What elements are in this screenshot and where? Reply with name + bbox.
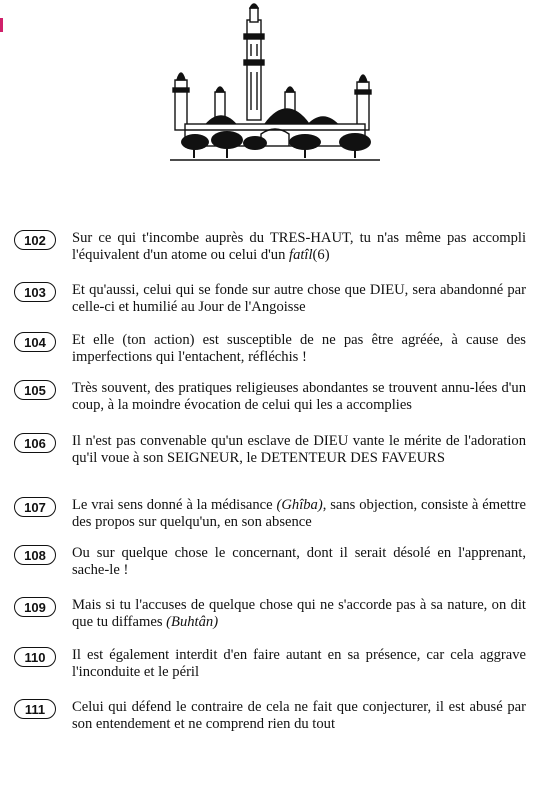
verse-list: [14, 230, 526, 739]
mosque-illustration: [165, 0, 385, 165]
verse-108: [14, 545, 526, 597]
verse-110: [14, 647, 526, 699]
verse-number: 106: [14, 433, 56, 453]
verse-text: Le vrai sens donné à la médisance (Ghîba), sans objection, consiste à émettre des propos sur quelqu'un, en son absence: [72, 497, 526, 530]
verse-number: 109: [14, 597, 56, 617]
verse-text: Très souvent, des pratiques religieuses abondantes se trouvent annu-lées d'un coup, à la moindre évocation de celui qui les a accomplies: [72, 380, 526, 413]
verse-text: Et elle (ton action) est susceptible de ne pas être agréée, à cause des imperfections qui l'entachent, réfléchis !: [72, 332, 526, 365]
verse-number: 102: [14, 230, 56, 250]
verse-number: 108: [14, 545, 56, 565]
verse-number: 104: [14, 332, 56, 352]
verse-number: 107: [14, 497, 56, 517]
verse-106: [14, 433, 526, 497]
verse-text: Celui qui défend le contraire de cela ne fait que conjecturer, il est abusé par son entendement et ne comprend rien du tout: [72, 699, 526, 732]
verse-text: Il n'est pas convenable qu'un esclave de DIEU vante le mérite de l'adoration qu'il voue à son SEIGNEUR, le DETENTEUR DES FAVEURS: [72, 433, 526, 466]
verse-number: 110: [14, 647, 56, 667]
verse-107: [14, 497, 526, 545]
verse-103: [14, 282, 526, 332]
verse-number: 105: [14, 380, 56, 400]
verse-109: [14, 597, 526, 647]
verse-102: [14, 230, 526, 282]
verse-number: 111: [14, 699, 56, 719]
verse-105: [14, 380, 526, 433]
verse-text: Il est également interdit d'en faire autant en sa présence, car cela aggrave l'inconduite et le péril: [72, 647, 526, 680]
verse-text: Ou sur quelque chose le concernant, dont il serait désolé en l'apprenant, sache-le !: [72, 545, 526, 578]
verse-number: 103: [14, 282, 56, 302]
verse-111: [14, 699, 526, 739]
page-edge-mark: [0, 18, 3, 32]
verse-text: Et qu'aussi, celui qui se fonde sur autre chose que DIEU, sera abandonné par celle-ci et humilié au Jour de l'Angoisse: [72, 282, 526, 315]
verse-text: Mais si tu l'accuses de quelque chose qui ne s'accorde pas à sa nature, on dit que tu diffames (Buhtân): [72, 597, 526, 630]
verse-text: Sur ce qui t'incombe auprès du TRES-HAUT, tu n'as même pas accompli l'équivalent d'un atome ou celui d'un fatîl(6): [72, 230, 526, 263]
verse-104: [14, 332, 526, 380]
